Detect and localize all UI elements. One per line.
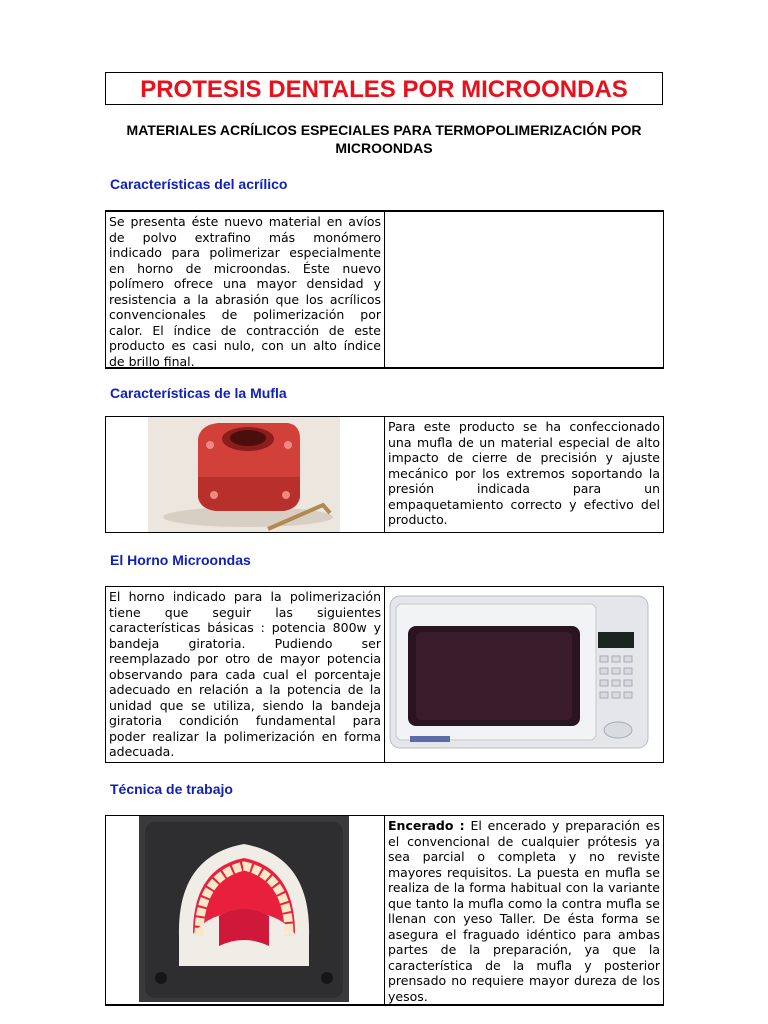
tecnica-body: El encerado y preparación es el convencional de cualquier prótesis ya sea parcial o completa y no reviste mayores requisitos. La puesta en mufla se realiza de la forma habitual con la variante que tanto la mufla como la contra mufla se llenan con yeso Taller. De ésta forma se asegura el fraguado idéntico para ambas partes de la preparación, ya que la característica de la mufla y posterior prensado no requiere mayor dureza de los yesos. bbox=[388, 818, 661, 1004]
microwave-icon bbox=[388, 590, 653, 758]
acrilico-text: Se presenta éste nuevo material en avíos de polvo extrafino más monómero indicado para polimerizar especialmente en horno de microondas. Éste nuevo polímero ofrece una mayor densidad y resistencia a la abrasión que los acrílicos convencionales de polimerización por calor. El índice de contracción de este producto es casi nulo, con un alto índice de brillo final. bbox=[109, 214, 381, 369]
mufla-text: Para este producto se ha confeccionado una mufla de un material especial de alto impacto de cierre de precisión y ajuste mecánico por los extremos soportando la presión indicada para un empaquetamiento correcto y efectivo del producto. bbox=[388, 419, 660, 527]
acrilico-empty-cell bbox=[385, 212, 663, 367]
red-dental-flask-photo bbox=[148, 417, 340, 532]
flask-icon bbox=[148, 417, 340, 532]
horno-text: El horno indicado para la polimerización tiene que seguir las siguientes características básicas : potencia 800w y bandeja giratoria. Pudiendo ser reemplazado por otro de mayor potencia observando para cada cual el porcentaje adecuado en relación a la potencia de la unidad que se utiliza, siendo la bandeja giratoria condición fundamental para poder realizar la polimerización en forma adecuada. bbox=[109, 589, 381, 759]
microwave-oven-photo bbox=[388, 590, 653, 758]
title-box bbox=[105, 72, 663, 105]
denture-in-flask-photo bbox=[139, 816, 349, 1002]
subtitle: MATERIALES ACRÍLICOS ESPECIALES PARA TERMOPOLIMERIZACIÓN POR MICROONDAS bbox=[126, 122, 642, 156]
section-heading-mufla: Características de la Mufla bbox=[110, 385, 287, 401]
section-heading-tecnica: Técnica de trabajo bbox=[110, 781, 233, 797]
section-heading-acrilico: Características del acrílico bbox=[110, 176, 288, 192]
page-title: PROTESIS DENTALES POR MICROONDAS bbox=[140, 76, 628, 103]
section-heading-horno: El Horno Microondas bbox=[110, 552, 251, 568]
tecnica-text bbox=[385, 816, 663, 1004]
encerado-label: Encerado : bbox=[388, 818, 465, 833]
denture-icon bbox=[139, 816, 349, 1002]
